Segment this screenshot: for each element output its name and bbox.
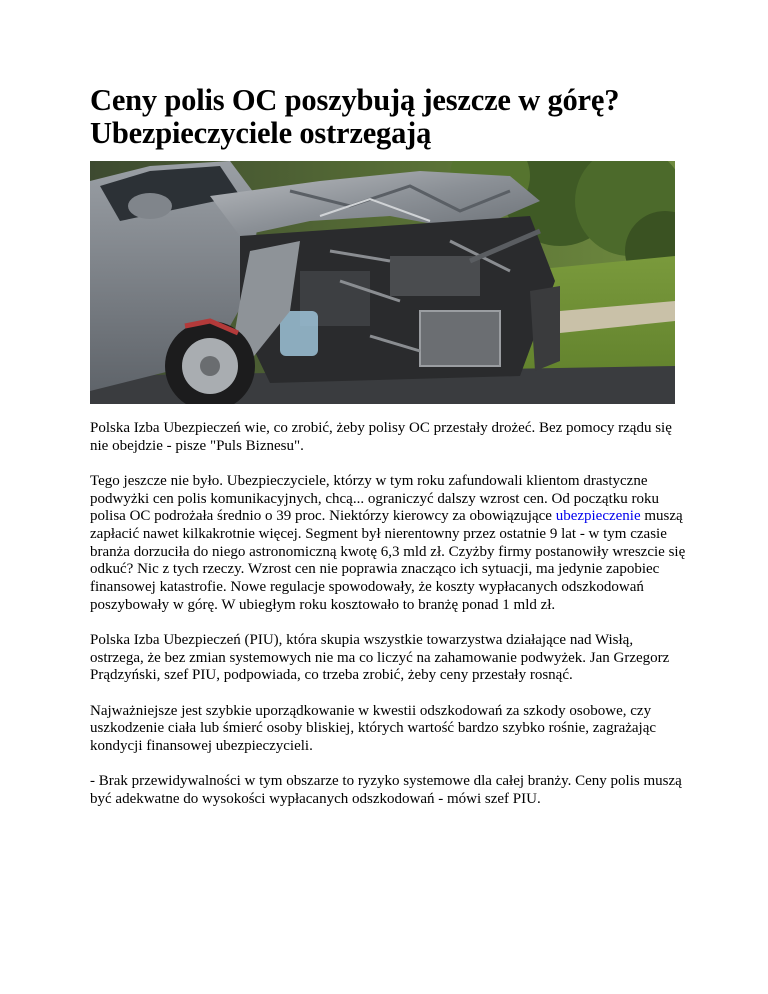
crashed-car-photo xyxy=(90,161,675,404)
insurance-link[interactable]: ubezpieczenie xyxy=(555,508,641,525)
article-paragraph-2 xyxy=(90,473,686,615)
paragraph-2-text-b: muszą zapłacić nawet kilkakrotnie więcej. Segment był nierentowny przez ostatnie 9 lat - w tym czasie branża dorzuciła do niego astronomiczną kwotę 6,3 mld zł. Czyżby firmy postanowiły wreszcie się odkuć? Nic z tych rzeczy. Wzrost cen nie poprawia znacząco ich sytuacji, ma jedynie zapobiec finansowej katastrofie. Nowe regulacje spowodowały, że koszty wypłacanych odszkodowań poszybowały w górę. W ubiegłym roku kosztowało to branżę ponad 1 mld zł. xyxy=(90,508,686,613)
article-lead: Polska Izba Ubezpieczeń wie, co zrobić, żeby polisy OC przestały drożeć. Bez pomocy rządu się nie obejdzie - pisze "Puls Biznesu". xyxy=(90,420,672,454)
article-paragraph-3: Polska Izba Ubezpieczeń (PIU), która skupia wszystkie towarzystwa działające nad Wisłą, ostrzega, że bez zmian systemowych nie ma co liczyć na zahamowanie podwyżek. Jan Grzegorz Prądzyński, szef PIU, podpowiada, co trzeba zrobić, żeby ceny przestały rosnąć. xyxy=(90,632,670,684)
article-paragraph-5: - Brak przewidywalności w tym obszarze to ryzyko systemowe dla całej branży. Ceny polis muszą być adekwatne do wysokości wypłacanych odszkodowań - mówi szef PIU. xyxy=(90,773,682,807)
title-line-2: Ubezpieczyciele ostrzegają xyxy=(90,116,432,150)
article-title xyxy=(90,84,686,150)
paragraph-2-text-a: Tego jeszcze nie było. Ubezpieczyciele, którzy w tym roku zafundowali klientom drastyczne podwyżki cen polis komunikacyjnych, chcą... ograniczyć dalszy wzrost cen. Od początku roku polisa OC podrożała średnio o 39 proc. Niektórzy kierowcy za obowiązujące xyxy=(90,472,659,525)
title-line-1: Ceny polis OC poszybują jeszcze w górę? xyxy=(90,83,620,117)
article xyxy=(90,84,686,809)
article-paragraph-4: Najważniejsze jest szybkie uporządkowanie w kwestii odszkodowań za szkody osobowe, czy uszkodzenie ciała lub śmierć osoby bliskiej, których wartość bardzo szybko rośnie, zagrażając kondycji finansowej ubezpieczycieli. xyxy=(90,702,657,755)
crashed-car-illustration xyxy=(90,161,675,404)
